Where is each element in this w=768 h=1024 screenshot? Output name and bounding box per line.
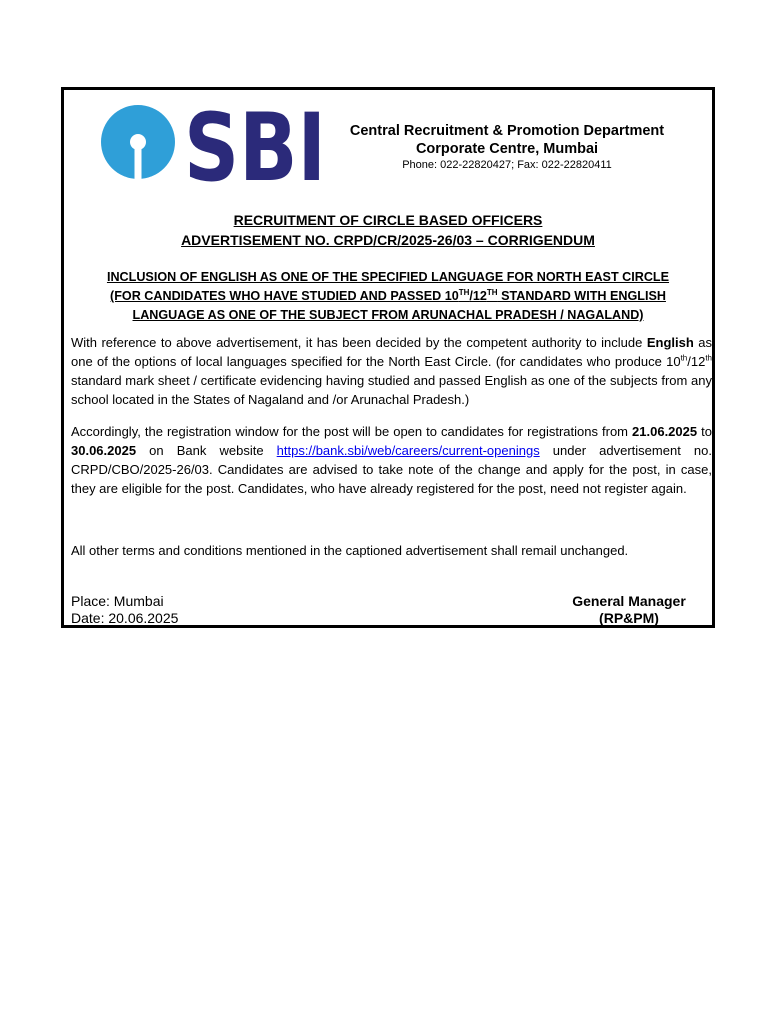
paragraph-text: as one of the options of local languages specified for the North East Circle. (for candidates who produce 10 bbox=[71, 335, 712, 369]
sbi-logo bbox=[100, 94, 330, 203]
title-line-1: RECRUITMENT OF CIRCLE BASED OFFICERS bbox=[233, 212, 543, 228]
corrigendum-notice bbox=[61, 87, 715, 628]
paragraph-text: Accordingly, the registration window for the post will be open to candidates for registrations from bbox=[71, 424, 633, 439]
registration-end-date: 30.06.2025 bbox=[71, 443, 137, 458]
department-name: Central Recruitment & Promotion Department bbox=[349, 123, 665, 139]
place-date-block bbox=[71, 593, 178, 627]
contact-info: Phone: 022-22820427; Fax: 022-22820411 bbox=[402, 159, 612, 171]
paragraph-text: under advertisement no. CRPD/CBO/2025-26/03. Candidates are advised to take note of the change and apply for the post, in case, they are eligible for the post. Candidates, who have already registered for the post, need not register again. bbox=[71, 443, 712, 496]
signatory-department: (RP&PM) bbox=[599, 610, 659, 626]
subject-line-2-text: (FOR CANDIDATES WHO HAVE STUDIED AND PASSED 10 bbox=[110, 289, 459, 303]
sbi-logo-icon bbox=[100, 94, 330, 203]
paragraph-inclusion bbox=[71, 333, 712, 409]
signatory-block bbox=[564, 593, 694, 627]
superscript: th bbox=[705, 353, 712, 363]
title-line-2: ADVERTISEMENT NO. CRPD/CR/2025-26/03 – CORRIGENDUM bbox=[181, 232, 595, 248]
paragraph-text: /12 bbox=[687, 354, 706, 369]
paragraph-text: on Bank website bbox=[136, 443, 277, 458]
subject-line-2 bbox=[70, 287, 706, 306]
paragraph-terms: All other terms and conditions mentioned in the captioned advertisement shall remail unchanged. bbox=[71, 543, 629, 558]
notice-title bbox=[64, 210, 712, 250]
superscript: th bbox=[680, 353, 688, 363]
paragraph-registration bbox=[71, 422, 712, 498]
superscript: TH bbox=[486, 287, 498, 297]
paragraph-text: With reference to above advertisement, it has been decided by the competent authority to include bbox=[71, 335, 647, 350]
sbi-logo-text: SBI bbox=[184, 94, 326, 203]
subject-line-1: INCLUSION OF ENGLISH AS ONE OF THE SPECIFIED LANGUAGE FOR NORTH EAST CIRCLE bbox=[106, 270, 670, 284]
paragraph-text: standard mark sheet / certificate evidencing having studied and passed English as one of the subjects from any school located in the States of Nagaland and /or Arunachal Pradesh.) bbox=[71, 373, 712, 407]
organization-header bbox=[332, 122, 682, 172]
date-text: Date: 20.06.2025 bbox=[71, 610, 179, 626]
notice-subject bbox=[70, 268, 706, 325]
place-text: Place: Mumbai bbox=[71, 593, 164, 609]
subject-line-3: LANGUAGE AS ONE OF THE SUBJECT FROM ARUNACHAL PRADESH / NAGALAND) bbox=[132, 308, 644, 322]
careers-link[interactable]: https://bank.sbi/web/careers/current-openings bbox=[276, 443, 540, 458]
subject-line-2-text: /12 bbox=[469, 289, 487, 303]
bold-text: English bbox=[646, 335, 694, 350]
subject-line-2-text: STANDARD WITH ENGLISH bbox=[497, 289, 666, 303]
superscript: TH bbox=[458, 287, 470, 297]
corporate-centre: Corporate Centre, Mumbai bbox=[415, 141, 599, 157]
paragraph-text: to bbox=[697, 424, 712, 439]
sbi-keyhole-icon bbox=[101, 105, 175, 180]
registration-start-date: 21.06.2025 bbox=[632, 424, 698, 439]
signatory-title: General Manager bbox=[572, 593, 686, 609]
